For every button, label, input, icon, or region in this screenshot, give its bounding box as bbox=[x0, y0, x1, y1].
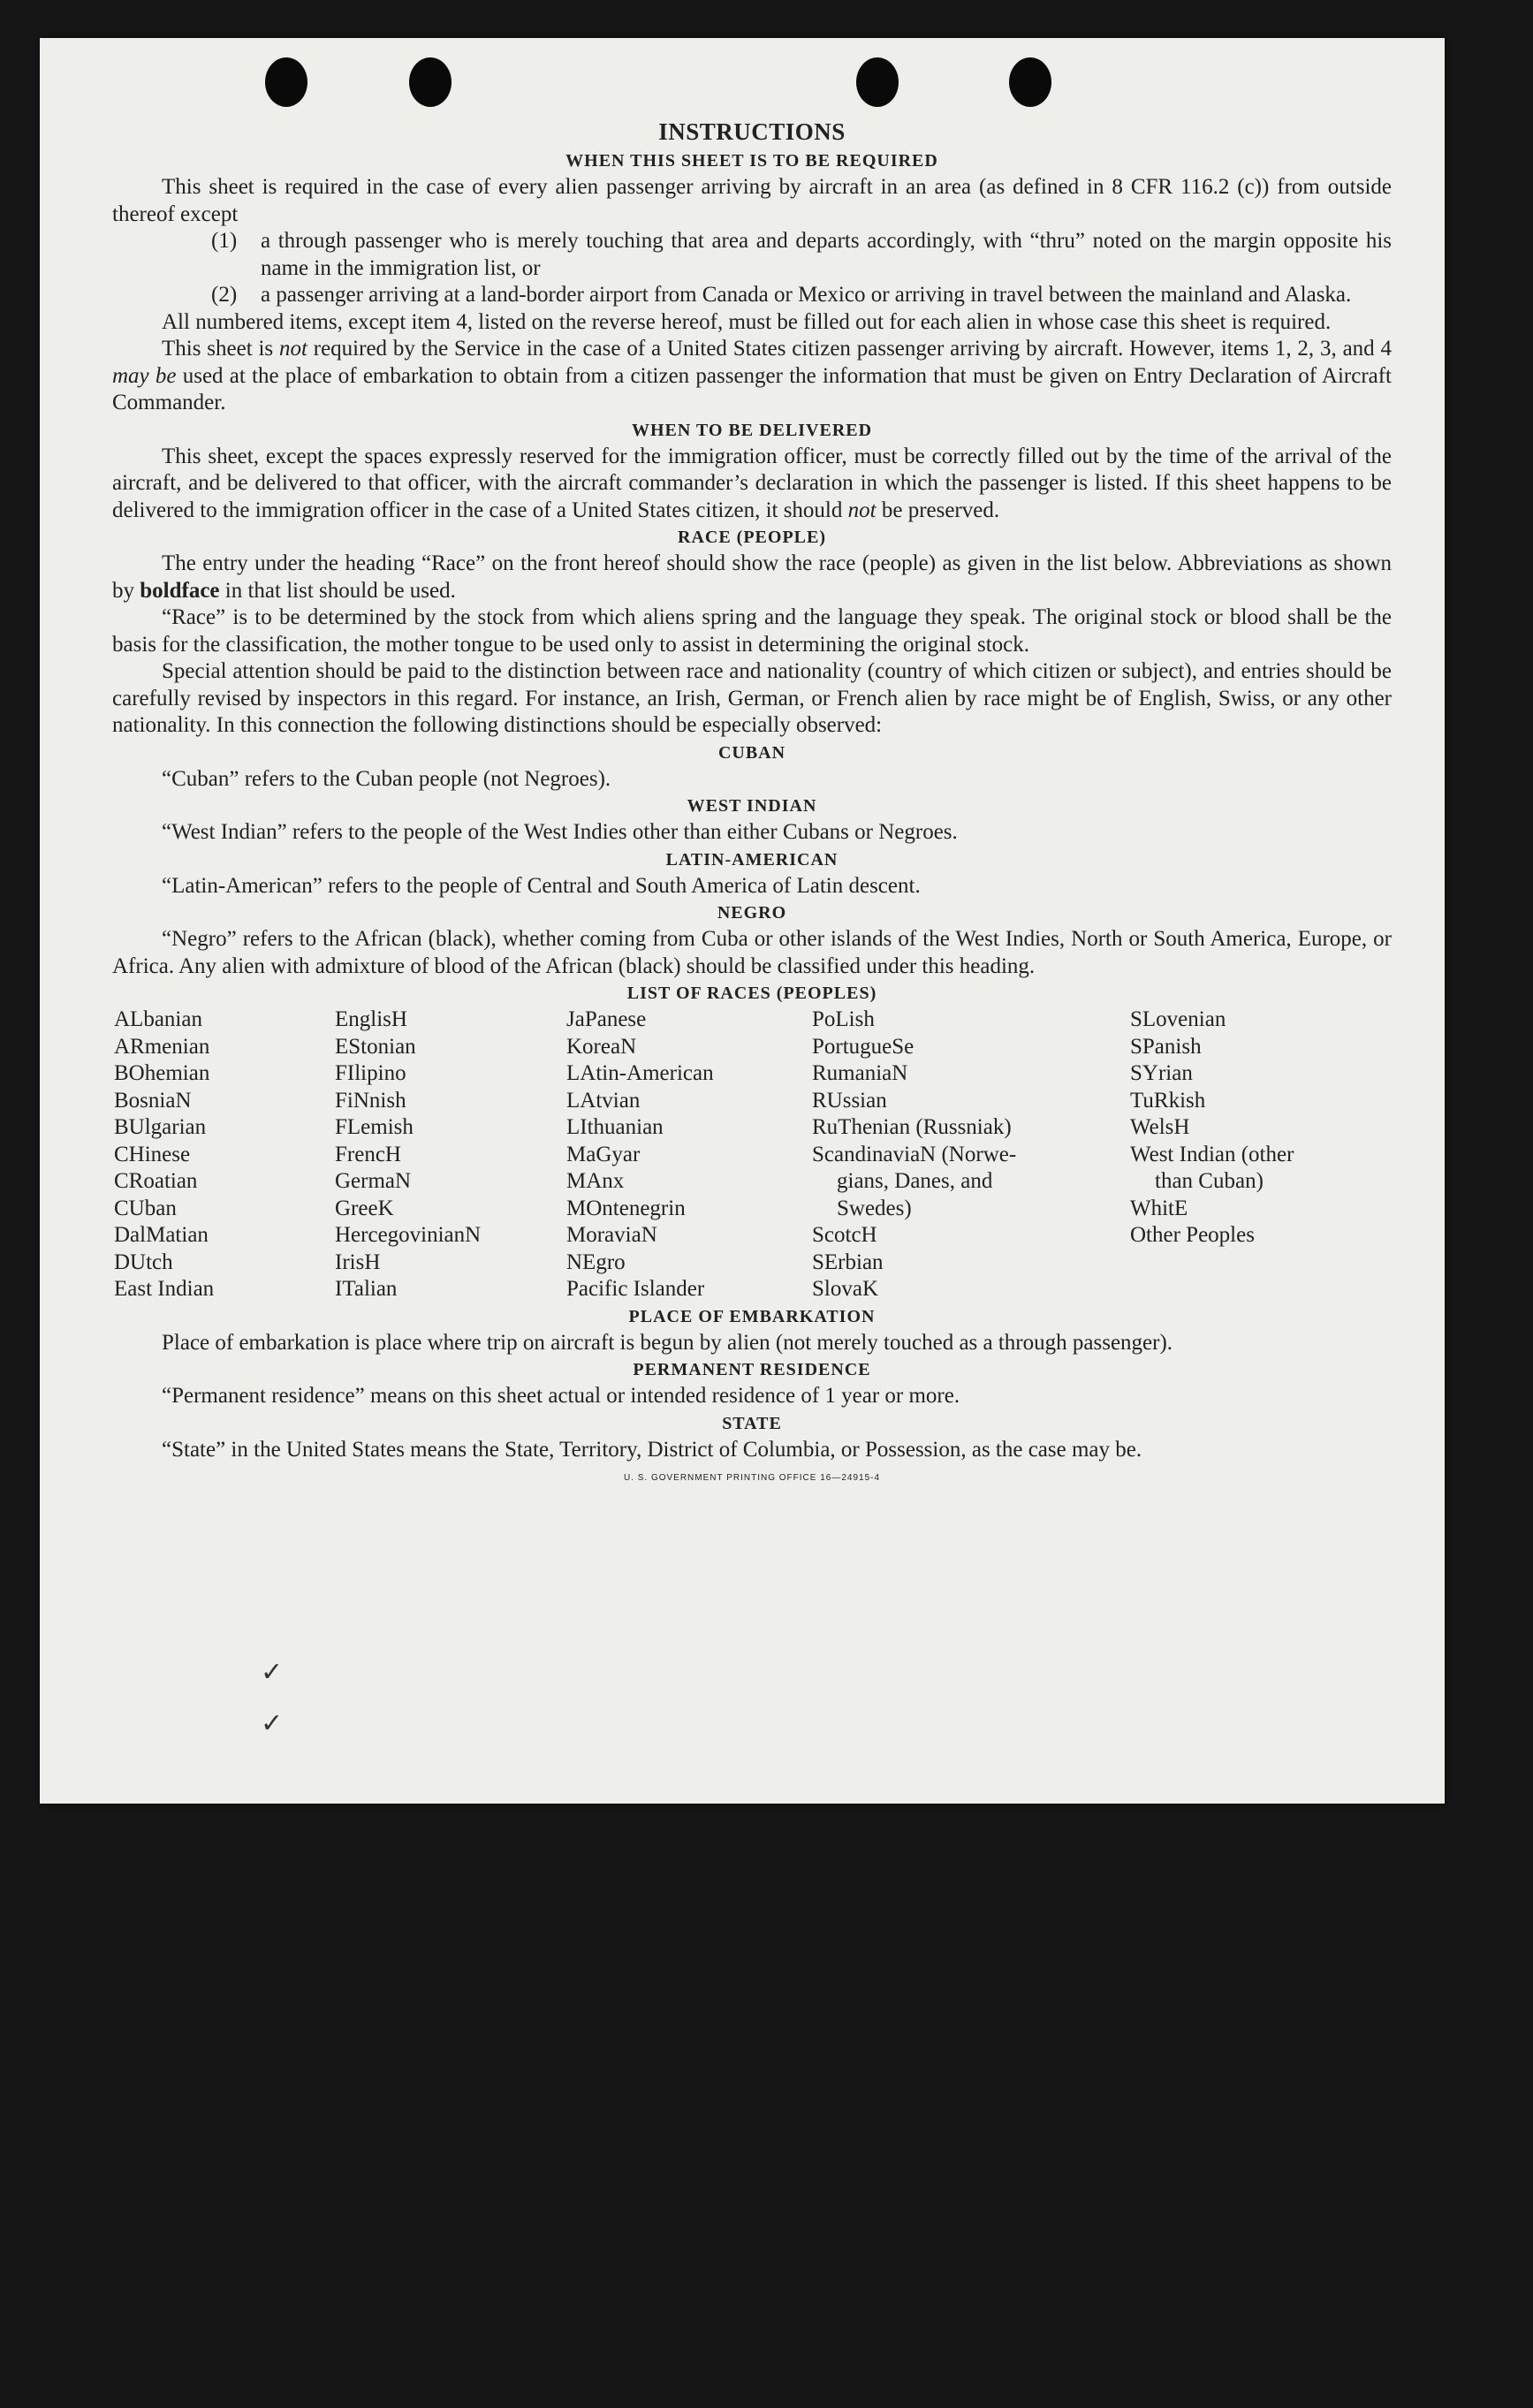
race-item: BosniaN bbox=[114, 1088, 192, 1113]
definition-heading: NEGRO bbox=[717, 903, 787, 923]
section-heading: PERMANENT RESIDENCE bbox=[633, 1360, 871, 1379]
item-text: a passenger arriving at a land-border airport from Canada or Mexico or arriving in travel between the mainland and Alaska. bbox=[261, 283, 1352, 307]
race-item: SLovenian bbox=[1130, 1007, 1226, 1031]
definition-text: “Negro” refers to the African (black), whether coming from Cuba or other islands of the West Indies, North or South America, Europe, or Africa. Any alien with admixture of blood of the African (black) should be classified under this heading. bbox=[112, 927, 1392, 978]
race-item: EnglisH bbox=[335, 1007, 407, 1031]
race-item: MoraviaN bbox=[566, 1223, 657, 1247]
race-item: ALbanian bbox=[114, 1007, 202, 1031]
race-item: MAnx bbox=[566, 1169, 625, 1193]
race-column bbox=[1130, 1006, 1393, 1303]
handwritten-check-mark: ✓ bbox=[261, 1708, 284, 1739]
race-item: FiNnish bbox=[335, 1088, 406, 1113]
paragraph bbox=[112, 551, 1392, 604]
race-item: gians, Danes, and bbox=[837, 1169, 993, 1193]
page-title: INSTRUCTIONS bbox=[658, 118, 846, 145]
text-run: required by the Service in the case of a United States citizen passenger arriving by aircraft. However, items 1, 2, 3, and 4 bbox=[307, 337, 1392, 361]
race-item: PortugueSe bbox=[812, 1034, 914, 1059]
race-column bbox=[566, 1006, 812, 1303]
race-item: PoLish bbox=[812, 1007, 875, 1031]
race-column bbox=[114, 1006, 335, 1303]
race-item: GreeK bbox=[335, 1196, 394, 1220]
race-item: SlovaK bbox=[812, 1277, 878, 1301]
punch-hole bbox=[1009, 57, 1051, 107]
paragraph: This sheet is required in the case of every alien passenger arriving by aircraft in an area (as defined in 8 CFR 116.2 (c)) from outside thereof except bbox=[112, 175, 1392, 226]
race-item: IrisH bbox=[335, 1250, 381, 1274]
section-heading: RACE (PEOPLE) bbox=[678, 528, 826, 547]
section-heading: WHEN THIS SHEET IS TO BE REQUIRED bbox=[565, 151, 938, 171]
punch-hole bbox=[265, 57, 307, 107]
race-item: ScotcH bbox=[812, 1223, 877, 1247]
race-item: Pacific Islander bbox=[566, 1277, 705, 1301]
section-heading: LIST OF RACES (PEOPLES) bbox=[626, 984, 877, 1003]
race-item: EStonian bbox=[335, 1034, 416, 1059]
instructions-content bbox=[112, 116, 1392, 1493]
section-heading: WHEN TO BE DELIVERED bbox=[631, 420, 873, 440]
race-item: DUtch bbox=[114, 1250, 173, 1274]
paragraph: “Permanent residence” means on this sheet actual or intended residence of 1 year or more. bbox=[162, 1384, 960, 1408]
list-item bbox=[211, 282, 1392, 309]
list-item bbox=[211, 228, 1392, 282]
race-item: RumaniaN bbox=[812, 1061, 908, 1085]
paragraph bbox=[112, 444, 1392, 525]
section-heading: STATE bbox=[722, 1413, 782, 1433]
definition-heading: CUBAN bbox=[717, 742, 786, 763]
document-sheet bbox=[40, 38, 1445, 1804]
race-item: WelsH bbox=[1130, 1115, 1190, 1139]
text-run: This sheet, except the spaces expressly reserved for the immigration officer, must be correctly filled out by the time of the arrival of the aircraft, and be delivered to that officer, with the aircraft commander’s declaration in which the passenger is listed. If this sheet happens to be delivered to the immigration officer in the case of a United States citizen, it should bbox=[112, 444, 1392, 522]
text-run: The entry under the heading “Race” on the front hereof should show the race (people) as given in the list below. Abbreviations as shown by bbox=[112, 551, 1392, 603]
section-heading: PLACE OF EMBARKATION bbox=[628, 1306, 876, 1326]
race-item: FLemish bbox=[335, 1115, 414, 1139]
race-item: ARmenian bbox=[114, 1034, 210, 1059]
race-item: Other Peoples bbox=[1130, 1223, 1255, 1247]
definition-text: “Latin-American” refers to the people of Central and South America of Latin descent. bbox=[162, 873, 921, 898]
paragraph: Special attention should be paid to the distinction between race and nationality (country of which citizen or subject), and entries should be carefully revised by inspectors in this regard. For instance, an Irish, German, or French alien by race might be of English, Swiss, or any other nationality. In this connection the following distinctions should be especially observed: bbox=[112, 659, 1392, 737]
text-run: be preserved. bbox=[876, 498, 1000, 522]
race-item: KoreaN bbox=[566, 1034, 637, 1059]
race-item: LAtvian bbox=[566, 1088, 641, 1113]
race-item: RuThenian (Russniak) bbox=[812, 1115, 1012, 1139]
race-item: MaGyar bbox=[566, 1142, 641, 1166]
race-item: BUlgarian bbox=[114, 1115, 207, 1139]
race-item: FrencH bbox=[335, 1142, 401, 1166]
race-item: TuRkish bbox=[1130, 1088, 1206, 1113]
race-column bbox=[335, 1006, 566, 1303]
text-run: in that list should be used. bbox=[219, 578, 456, 603]
paragraph: “Race” is to be determined by the stock from which aliens spring and the language they speak. The original stock or blood shall be the basis for the classification, the mother tongue to be used only to assist in determining the original stock. bbox=[112, 605, 1392, 657]
printer-imprint: U. S. GOVERNMENT PRINTING OFFICE 16—24915-4 bbox=[623, 1473, 881, 1483]
race-item: Swedes) bbox=[837, 1196, 912, 1220]
text-run: used at the place of embarkation to obtain from a citizen passenger the information that must be given on Entry Declaration of Aircraft Commander. bbox=[112, 363, 1393, 414]
race-item: SPanish bbox=[1130, 1034, 1202, 1059]
item-number: (2) bbox=[211, 283, 238, 307]
race-item: SErbian bbox=[812, 1250, 884, 1274]
race-item: West Indian (other bbox=[1130, 1142, 1294, 1166]
race-item: MOntenegrin bbox=[566, 1196, 686, 1220]
emphasis: not bbox=[278, 337, 307, 361]
race-item: than Cuban) bbox=[1155, 1169, 1264, 1193]
race-item: DalMatian bbox=[114, 1223, 209, 1247]
race-item: RUssian bbox=[812, 1088, 887, 1113]
race-item: WhitE bbox=[1130, 1196, 1188, 1220]
race-item: FIlipino bbox=[335, 1061, 406, 1085]
definition-text: “West Indian” refers to the people of the West Indies other than either Cubans or Negroes. bbox=[162, 820, 958, 844]
race-item: ScandinaviaN (Norwe- bbox=[812, 1142, 1017, 1166]
definition-text: “Cuban” refers to the Cuban people (not Negroes). bbox=[162, 766, 611, 791]
item-text: a through passenger who is merely touching that area and departs accordingly, with “thru” noted on the margin opposite his name in the immigration list, or bbox=[261, 229, 1392, 280]
text-run: This sheet is bbox=[162, 337, 279, 361]
race-item: GermaN bbox=[335, 1169, 412, 1193]
race-item: LAtin-American bbox=[566, 1061, 714, 1085]
race-item: East Indian bbox=[114, 1277, 215, 1301]
paragraph: Place of embarkation is place where trip on aircraft is begun by alien (not merely touched as a through passenger). bbox=[162, 1330, 1173, 1355]
item-number: (1) bbox=[211, 229, 238, 253]
race-item: NEgro bbox=[566, 1250, 626, 1274]
race-column bbox=[812, 1006, 1130, 1303]
race-item: LIthuanian bbox=[566, 1115, 664, 1139]
race-item: BOhemian bbox=[114, 1061, 210, 1085]
emphasis: may be bbox=[112, 363, 177, 388]
race-item: ITalian bbox=[335, 1277, 398, 1301]
race-item: CUban bbox=[114, 1196, 177, 1220]
paragraph: “State” in the United States means the State, Territory, District of Columbia, or Possession, as the case may be. bbox=[162, 1437, 1142, 1462]
race-item: CHinese bbox=[114, 1142, 191, 1166]
bold-text: boldface bbox=[140, 578, 220, 603]
punch-hole bbox=[856, 57, 899, 107]
race-item: CRoatian bbox=[114, 1169, 198, 1193]
race-item: JaPanese bbox=[566, 1007, 647, 1031]
paragraph: All numbered items, except item 4, listed on the reverse hereof, must be filled out for each alien in whose case this sheet is required. bbox=[162, 309, 1332, 334]
definition-heading: LATIN-AMERICAN bbox=[665, 849, 839, 870]
race-item: SYrian bbox=[1130, 1061, 1193, 1085]
races-list bbox=[114, 1006, 1392, 1303]
paragraph bbox=[112, 336, 1392, 417]
race-item: HercegovinianN bbox=[335, 1223, 482, 1247]
handwritten-check-mark: ✓ bbox=[261, 1657, 284, 1688]
emphasis: not bbox=[847, 498, 877, 522]
definition-heading: WEST INDIAN bbox=[687, 796, 817, 816]
punch-hole bbox=[409, 57, 452, 107]
